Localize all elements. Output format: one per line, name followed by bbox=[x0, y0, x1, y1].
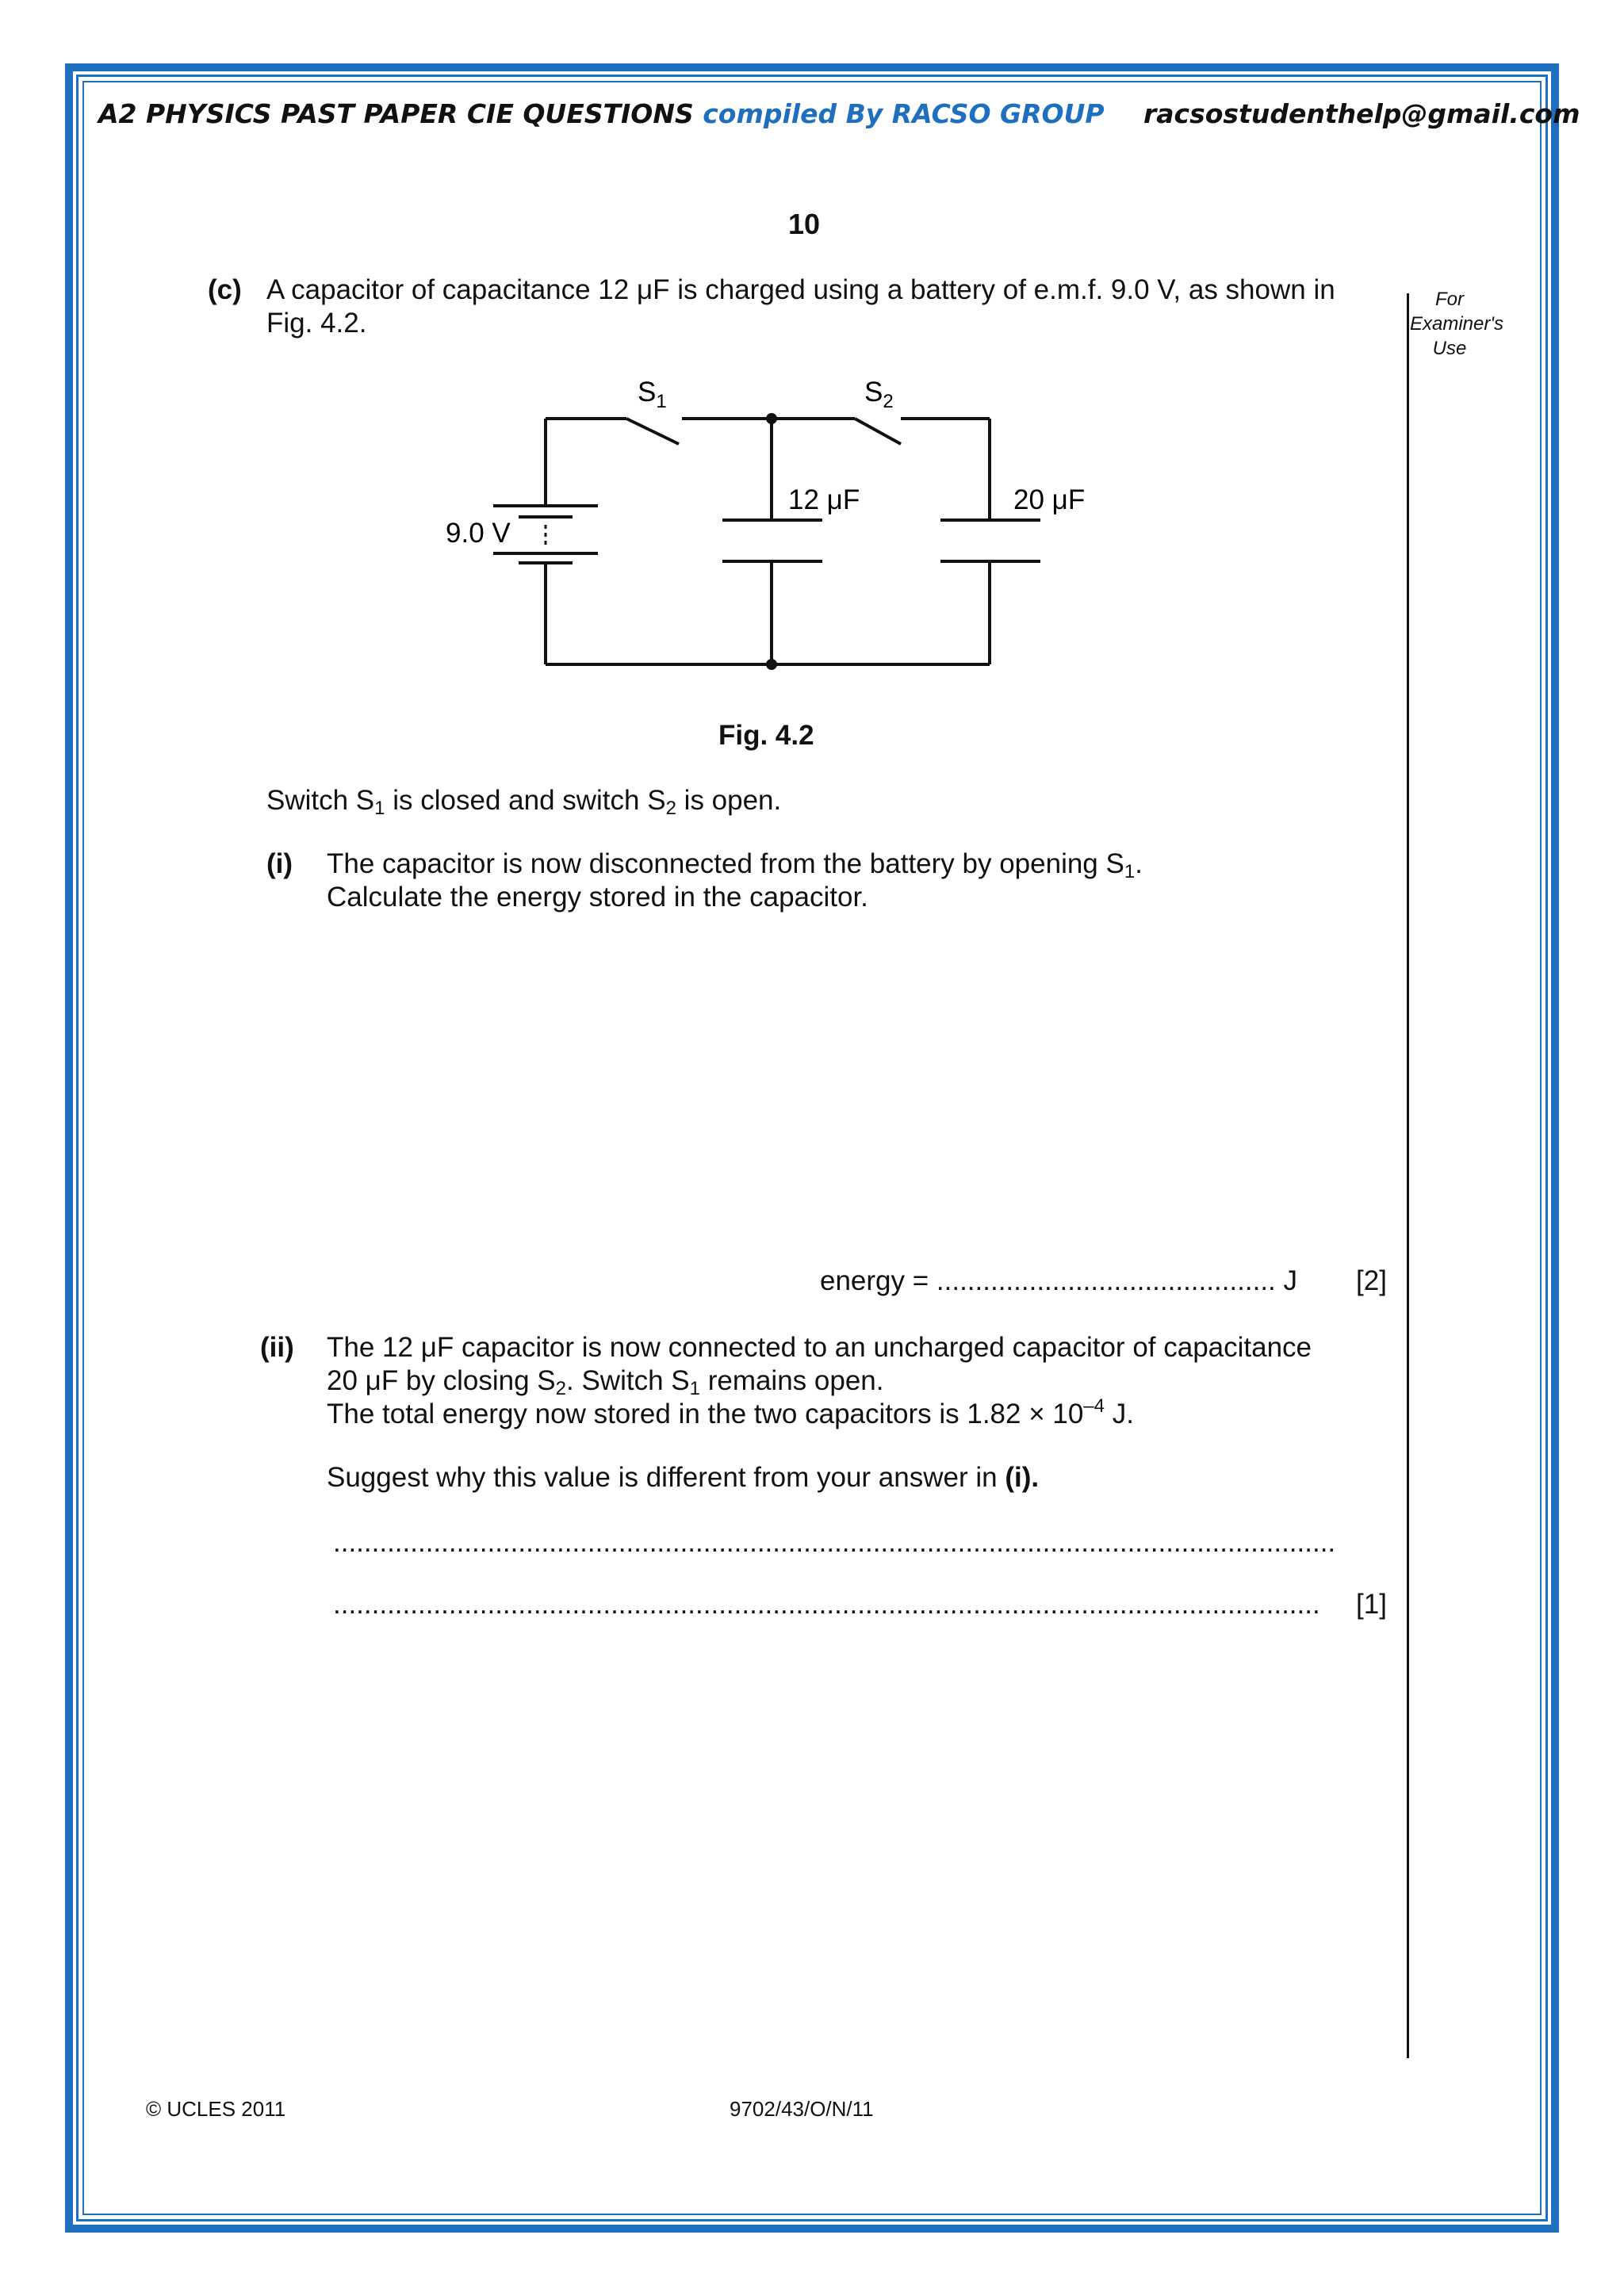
part-c-line-2: Fig. 4.2. bbox=[266, 308, 367, 339]
junction-bottom bbox=[766, 659, 777, 670]
examiner-line-3: Use bbox=[1432, 338, 1467, 359]
header-title-black: A2 PHYSICS PAST PAPER CIE QUESTIONS bbox=[98, 98, 694, 129]
circuit-diagram bbox=[0, 0, 1624, 793]
footer-copyright: © UCLES 2011 bbox=[146, 2097, 286, 2121]
part-ii-line-2: 20 μF by closing $S_2$. Switch $S_1$ remains open. bbox=[327, 1365, 884, 1399]
part-c-label: (c) bbox=[208, 274, 242, 305]
capacitor-20uf-label: 20 μF bbox=[1013, 484, 1086, 515]
answer-line-1[interactable]: .................................................................................................................................. bbox=[333, 1529, 1336, 1556]
footer-paper-code: 9702/43/O/N/11 bbox=[730, 2097, 874, 2121]
part-c-line-1: A capacitor of capacitance 12 μF is charged using a battery of e.m.f. 9.0 V, as shown in bbox=[266, 274, 1335, 305]
figure-caption: Fig. 4.2 bbox=[718, 720, 814, 751]
part-i-line-2: Calculate the energy stored in the capacitor. bbox=[327, 882, 868, 913]
switch-statement: Switch $S_1$ is closed and switch $S_2$ is open. bbox=[266, 785, 782, 819]
energy-answer-line[interactable]: energy = ............................................ J bbox=[820, 1265, 1297, 1296]
page-number: 10 bbox=[788, 208, 821, 240]
part-i-marks: [2] bbox=[1356, 1265, 1387, 1296]
header-title-blue: compiled By RACSO GROUP bbox=[703, 98, 1105, 129]
part-ii-line-4: Suggest why this value is different from your answer in (i). bbox=[327, 1462, 1040, 1493]
part-ii-line-3: The total energy now stored in the two capacitors is $1.82 \times 10^{-4}$ J. bbox=[327, 1395, 1134, 1429]
junction-top bbox=[766, 413, 777, 424]
examiner-line-2: Examiner's bbox=[1410, 313, 1503, 335]
part-i-line-1: The capacitor is now disconnected from the battery by opening $S_1$. bbox=[327, 848, 1143, 882]
switch-s1-label: $S_1$ bbox=[638, 377, 667, 412]
battery-label: 9.0 V bbox=[446, 518, 511, 549]
switch-s2-blade bbox=[855, 419, 901, 444]
part-ii-label: (ii) bbox=[260, 1332, 294, 1363]
capacitor-12uf-label: 12 μF bbox=[788, 484, 860, 515]
part-i-label: (i) bbox=[266, 848, 293, 879]
examiner-line-1: For bbox=[1435, 289, 1464, 310]
switch-s1-blade bbox=[626, 419, 679, 444]
switch-s2-label: $S_2$ bbox=[864, 377, 894, 412]
answer-line-2[interactable]: ................................................................................................................................ bbox=[333, 1590, 1320, 1618]
part-ii-marks: [1] bbox=[1356, 1589, 1387, 1620]
header-email: racsostudenthelp@gmail.com bbox=[1143, 98, 1580, 129]
part-ii-line-1: The 12 μF capacitor is now connected to an uncharged capacitor of capacitance bbox=[327, 1332, 1312, 1363]
